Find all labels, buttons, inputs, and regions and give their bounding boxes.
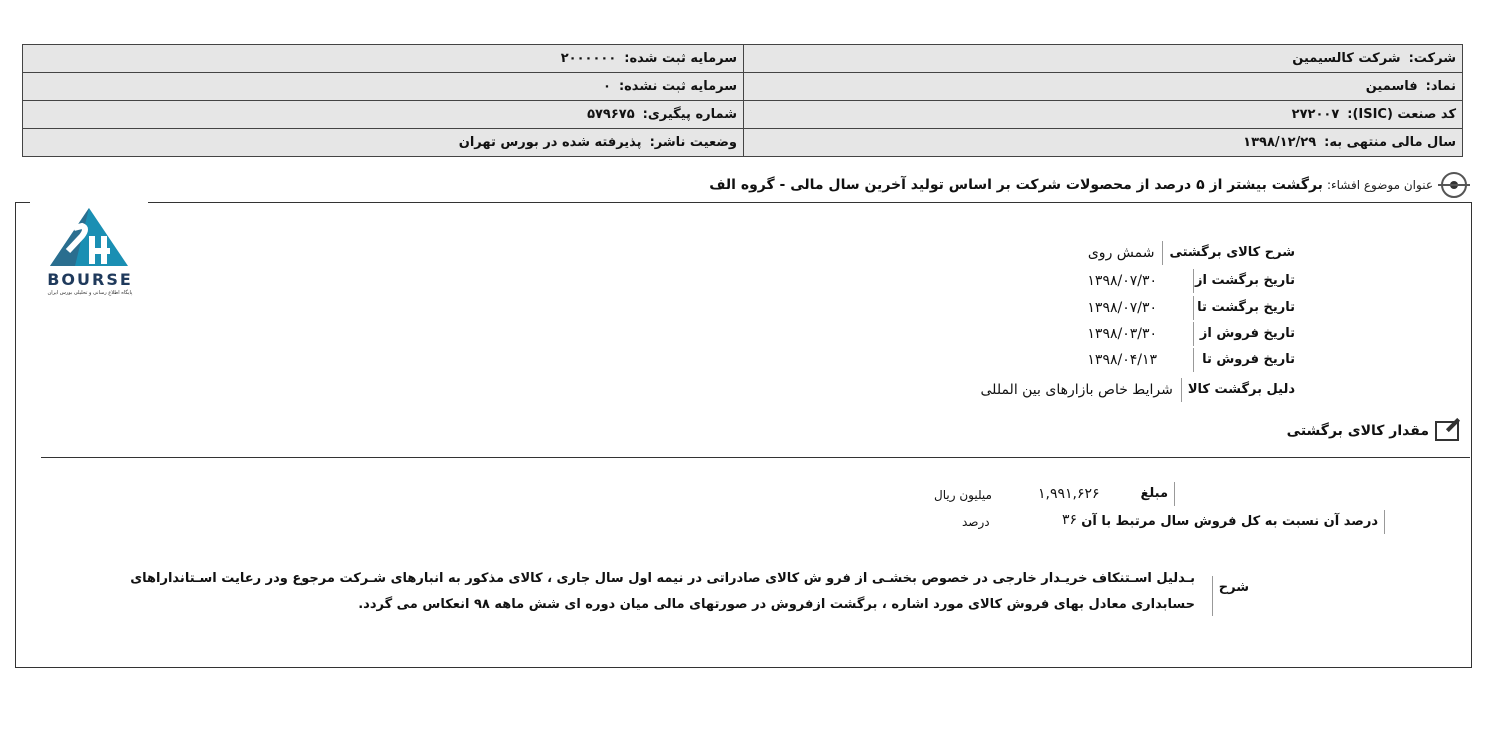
detail-value: ۱۳۹۸/۰۴/۱۳ bbox=[1087, 352, 1157, 368]
description-label: شرح bbox=[1212, 576, 1249, 616]
symbol-cell bbox=[744, 73, 1463, 101]
detail-row bbox=[1087, 322, 1295, 346]
detail-label: تاریخ برگشت از bbox=[1193, 269, 1295, 293]
tracking-cell bbox=[23, 101, 744, 129]
fiscal-label: سال مالی منتهی به: bbox=[1324, 135, 1456, 150]
detail-value: ۱۳۹۸/۰۷/۳۰ bbox=[1087, 273, 1157, 289]
logo-icon bbox=[30, 196, 148, 276]
table-row bbox=[23, 45, 1463, 73]
description-text: بـدلیل اسـتنکاف خریـدار خارجی در خصوص بخشـی از فرو ش کالای صادراتی در نیمه اول سال جاری ، کالای مذکور به انبارهای شـرکت مرجوع ودر رعایت اسـتانداراهای حسابداری معادل بهای فروش کالای مورد اشاره ، برگشت ازفروش در صورتهای مالی میان دوره ای شش ماهه ۹۸ انعکاس می گردد. bbox=[130, 571, 1195, 612]
symbol-value: فاسمین bbox=[1365, 79, 1418, 94]
tracking-value: ۵۷۹۶۷۵ bbox=[587, 107, 635, 122]
subject-label: عنوان موضوع افشاء: bbox=[1326, 178, 1433, 192]
isic-cell bbox=[744, 101, 1463, 129]
target-icon bbox=[1441, 172, 1467, 198]
detail-row bbox=[981, 378, 1295, 402]
unregistered-capital-cell bbox=[23, 73, 744, 101]
registered-capital-value: ۲۰۰۰۰۰۰ bbox=[560, 51, 617, 66]
bourse-logo bbox=[30, 196, 148, 308]
detail-row bbox=[1087, 296, 1295, 320]
percent-value: ۳۶ bbox=[1062, 512, 1078, 528]
subject-value: برگشت بیشتر از ۵ درصد از محصولات شرکت بر اساس تولید آخرین سال مالی - گروه الف bbox=[709, 177, 1323, 193]
company-info-table bbox=[22, 44, 1463, 157]
status-cell bbox=[23, 129, 744, 157]
status-value: پذیرفته شده در بورس تهران bbox=[458, 135, 642, 150]
amount-unit: میلیون ریال bbox=[934, 488, 992, 502]
company-value: شرکت کالسیمین bbox=[1292, 51, 1401, 66]
percent-unit: درصد bbox=[962, 515, 990, 529]
isic-value: ۲۷۲۰۰۷ bbox=[1291, 107, 1340, 122]
registered-capital-cell bbox=[23, 45, 744, 73]
symbol-label: نماد: bbox=[1425, 79, 1456, 94]
detail-label: دلیل برگشت کالا bbox=[1181, 378, 1295, 402]
detail-row bbox=[1088, 241, 1295, 265]
edit-icon bbox=[1435, 421, 1459, 441]
isic-label: کد صنعت (ISIC): bbox=[1347, 107, 1456, 122]
company-cell bbox=[744, 45, 1463, 73]
tracking-label: شماره پیگیری: bbox=[642, 107, 737, 122]
detail-value: شرایط خاص بازارهای بین المللی bbox=[980, 382, 1173, 398]
divider bbox=[41, 457, 1470, 458]
logo-text: BOURSE bbox=[47, 270, 133, 289]
detail-row bbox=[1087, 269, 1295, 293]
status-label: وضعیت ناشر: bbox=[649, 135, 737, 150]
fiscal-cell bbox=[744, 129, 1463, 157]
unregistered-capital-label: سرمایه ثبت نشده: bbox=[618, 79, 737, 94]
section-title bbox=[1287, 421, 1459, 441]
table-row bbox=[23, 101, 1463, 129]
table-row bbox=[23, 129, 1463, 157]
logo-subtitle: پایگاه اطلاع رسانی و تحلیلی بورس ایران bbox=[47, 290, 133, 296]
company-label: شرکت: bbox=[1408, 51, 1456, 66]
section-title-text: مقدار کالای برگشتی bbox=[1286, 423, 1429, 439]
detail-value: شمش روی bbox=[1087, 245, 1155, 261]
table-row bbox=[23, 73, 1463, 101]
detail-value: ۱۳۹۸/۰۳/۳۰ bbox=[1087, 326, 1157, 342]
detail-label: تاریخ فروش از bbox=[1193, 322, 1295, 346]
fiscal-value: ۱۳۹۸/۱۲/۲۹ bbox=[1243, 135, 1317, 150]
amount-label: مبلغ bbox=[1140, 482, 1175, 506]
detail-value: ۱۳۹۸/۰۷/۳۰ bbox=[1087, 300, 1157, 316]
detail-label: تاریخ برگشت تا bbox=[1193, 296, 1295, 320]
percent-label: درصد آن نسبت به کل فروش سال مرتبط با آن bbox=[1081, 510, 1385, 534]
detail-row bbox=[1087, 348, 1295, 372]
amount-value: ۱,۹۹۱,۶۲۶ bbox=[1038, 486, 1100, 502]
registered-capital-label: سرمایه ثبت شده: bbox=[624, 51, 737, 66]
detail-label: تاریخ فروش تا bbox=[1193, 348, 1295, 372]
unregistered-capital-value: ۰ bbox=[603, 79, 611, 94]
disclosure-subject bbox=[709, 172, 1467, 198]
detail-label: شرح کالای برگشتی bbox=[1162, 241, 1295, 265]
